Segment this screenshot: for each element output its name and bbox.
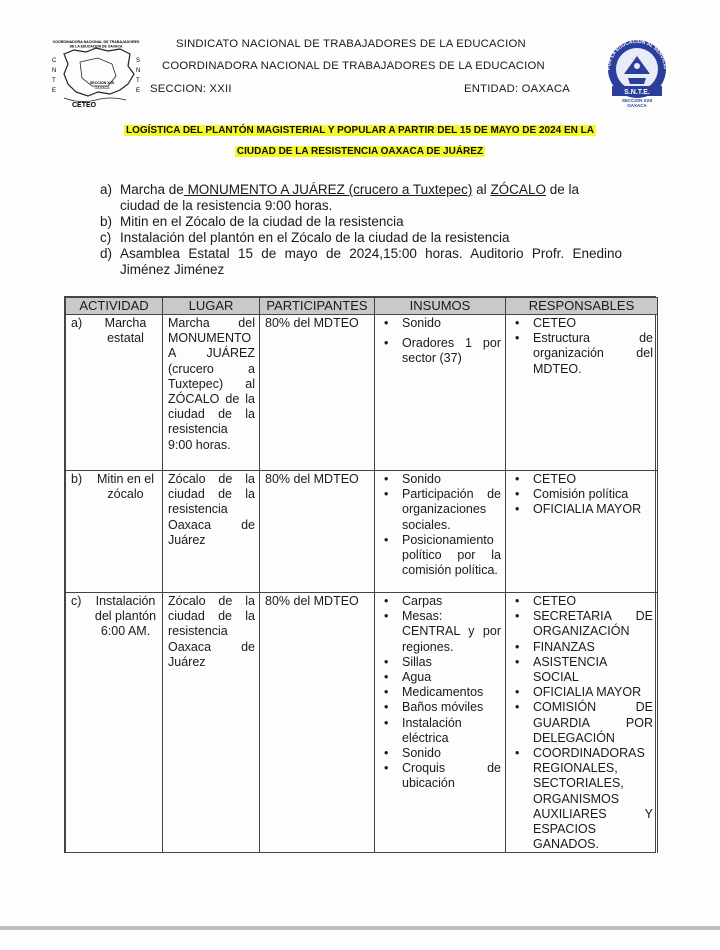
document-title xyxy=(60,120,660,162)
cell-actividad xyxy=(66,315,163,471)
agenda-item-a xyxy=(100,182,622,214)
actividad-text: Instalación del plantón 6:00 AM. xyxy=(94,594,157,639)
agenda-a-underline-1: MONUMENTO A JUÁREZ (crucero a Tuxtepec) xyxy=(187,182,473,197)
list-item: • Instalación eléctrica xyxy=(380,716,501,746)
agenda-item-c xyxy=(100,230,622,246)
agenda-item-d xyxy=(100,246,622,278)
agenda-marker: b) xyxy=(100,214,113,229)
logo-left-top-1: COORDINADORA NACIONAL DE TRABAJADORES xyxy=(52,40,140,44)
logistics-table xyxy=(64,296,656,853)
list-item: • Comisión política xyxy=(511,487,653,502)
header-lugar: LUGAR xyxy=(163,298,260,315)
entidad-label: ENTIDAD: OAXACA xyxy=(464,83,570,95)
logo-right-letter-n: N xyxy=(136,68,141,74)
seccion-label: SECCION: XXII xyxy=(150,83,232,95)
agenda-item-b xyxy=(100,214,622,230)
logo-left-inner-1: SECCION XXII xyxy=(89,81,115,85)
cell-participantes: 80% del MDTEO xyxy=(260,593,375,853)
list-item: • ASISTENCIA SOCIAL xyxy=(511,655,653,685)
agenda-list xyxy=(100,182,622,278)
table-row xyxy=(66,315,658,471)
header-participantes: PARTICIPANTES xyxy=(260,298,375,315)
list-item: • Estructura de organización del MDTEO. xyxy=(511,331,653,377)
table-row xyxy=(66,471,658,593)
list-item: • OFICIALIA MAYOR xyxy=(511,685,653,700)
logo-left-letter-e: E xyxy=(52,88,57,94)
agenda-a-underline-2: ZÓCALO xyxy=(490,182,546,197)
cell-insumos xyxy=(375,593,506,853)
agenda-marker: a) xyxy=(100,182,113,197)
logo-left-top-2: DE LA EDUCACION DE OAXACA xyxy=(69,44,123,49)
title-line-1: LOGÍSTICA DEL PLANTÓN MAGISTERIAL Y POPULAR A PARTIR DEL 15 DE MAYO DE 2024 EN LA xyxy=(125,125,595,136)
list-item: • CETEO xyxy=(511,594,653,609)
list-item: • SECRETARIA DE ORGANIZACIÓN xyxy=(511,609,653,639)
list-item: • Carpas xyxy=(380,594,501,609)
list-item: • Posicionamiento político por la comisión política. xyxy=(380,533,501,579)
cell-lugar: Marcha del MONUMENTO A JUÁREZ (crucero a Tuxtepec) al ZÓCALO de la ciudad de la resistencia 9:00 horas. xyxy=(163,315,260,471)
row-marker: c) xyxy=(71,594,82,608)
list-item: • CETEO xyxy=(511,316,653,331)
cell-lugar: Zócalo de la ciudad de la resistencia Oaxaca de Juárez xyxy=(163,471,260,593)
title-line-2: CIUDAD DE LA RESISTENCIA OAXACA DE JUÁREZ xyxy=(236,146,484,157)
list-item: • Sillas xyxy=(380,655,501,670)
logo-left-letter-t: T xyxy=(52,78,56,84)
agenda-item-text: Mitin en el Zócalo de la ciudad de la resistencia xyxy=(120,214,404,229)
logo-left-letter-c: C xyxy=(52,58,57,64)
coordinadora-name: COORDINADORA NACIONAL DE TRABAJADORES DE LA EDUCACION xyxy=(162,60,545,72)
cell-actividad xyxy=(66,593,163,853)
list-item: • Mesas: CENTRAL y por regiones. xyxy=(380,609,501,655)
cell-actividad xyxy=(66,471,163,593)
list-item: • Sonido xyxy=(380,746,501,761)
list-item: • COMISIÓN DE GUARDIA POR DELEGACIÓN xyxy=(511,700,653,746)
logo-left-letter-n: N xyxy=(52,68,57,74)
actividad-text: Marcha estatal xyxy=(104,316,147,346)
agenda-a-mid: al xyxy=(476,182,487,197)
list-item: • Participación de organizaciones sociales. xyxy=(380,487,501,533)
agenda-marker: d) xyxy=(100,246,113,261)
seal-sub-2: OAXACA xyxy=(627,103,647,108)
logo-right-letter-s: S xyxy=(136,58,141,64)
header-responsables: RESPONSABLES xyxy=(506,298,658,315)
list-item: • OFICIALIA MAYOR xyxy=(511,502,653,517)
list-item: • COORDINADORAS REGIONALES, SECTORIALES, ORGANISMOS AUXILIARES Y ESPACIOS GANADOS. xyxy=(511,746,653,852)
cell-lugar: Zócalo de la ciudad de la resistencia Oaxaca de Juárez xyxy=(163,593,260,853)
cell-insumos xyxy=(375,471,506,593)
logo-left-inner-2: OAXACA xyxy=(94,86,110,90)
seal-band-text: S.N.T.E. xyxy=(624,89,650,96)
cell-insumos xyxy=(375,315,506,471)
agenda-marker: c) xyxy=(100,230,112,245)
logo-left-bottom: CETEO xyxy=(72,102,97,109)
agenda-a-post: de la ciudad de la resistencia 9:00 horas. xyxy=(120,182,579,213)
list-item: • Baños móviles xyxy=(380,700,501,715)
table-header-row xyxy=(66,298,658,315)
ceteo-logo xyxy=(50,38,142,110)
list-item: • Croquis de ubicación xyxy=(380,761,501,791)
cell-responsables xyxy=(506,593,658,853)
logo-right-letter-e: E xyxy=(136,88,141,94)
list-item: • Medicamentos xyxy=(380,685,501,700)
cell-participantes: 80% del MDTEO xyxy=(260,315,375,471)
header-insumos: INSUMOS xyxy=(375,298,506,315)
page-bottom-edge xyxy=(0,926,720,930)
seal-ring-text: POR LA EDUCACION AL SERVICIO xyxy=(605,38,669,71)
cell-responsables xyxy=(506,471,658,593)
agenda-item-text: Asamblea Estatal 15 de mayo de 2024,15:00 horas. Auditorio Profr. Enedino Jiménez Jiménez xyxy=(120,246,622,277)
table-row xyxy=(66,593,658,853)
cell-responsables xyxy=(506,315,658,471)
cell-participantes: 80% del MDTEO xyxy=(260,471,375,593)
agenda-item-text: Instalación del plantón en el Zócalo de la ciudad de la resistencia xyxy=(120,230,510,245)
union-name: SINDICATO NACIONAL DE TRABAJADORES DE LA EDUCACION xyxy=(176,38,526,50)
header-actividad: ACTIVIDAD xyxy=(66,298,163,315)
row-marker: b) xyxy=(71,472,83,486)
list-item: • FINANZAS xyxy=(511,640,653,655)
list-item: • Sonido xyxy=(380,472,501,487)
seal-sub-1: SECCION XXII xyxy=(621,98,653,103)
list-item: • Oradores 1 por sector (37) xyxy=(380,336,501,366)
row-marker: a) xyxy=(71,316,83,330)
snte-seal-logo xyxy=(598,38,676,108)
logo-right-letter-t: T xyxy=(136,78,140,84)
agenda-a-pre: Marcha de xyxy=(120,182,184,197)
list-item: • Agua xyxy=(380,670,501,685)
actividad-text: Mitin en el zócalo xyxy=(97,472,154,502)
list-item: • Sonido xyxy=(380,316,501,331)
list-item: • CETEO xyxy=(511,472,653,487)
